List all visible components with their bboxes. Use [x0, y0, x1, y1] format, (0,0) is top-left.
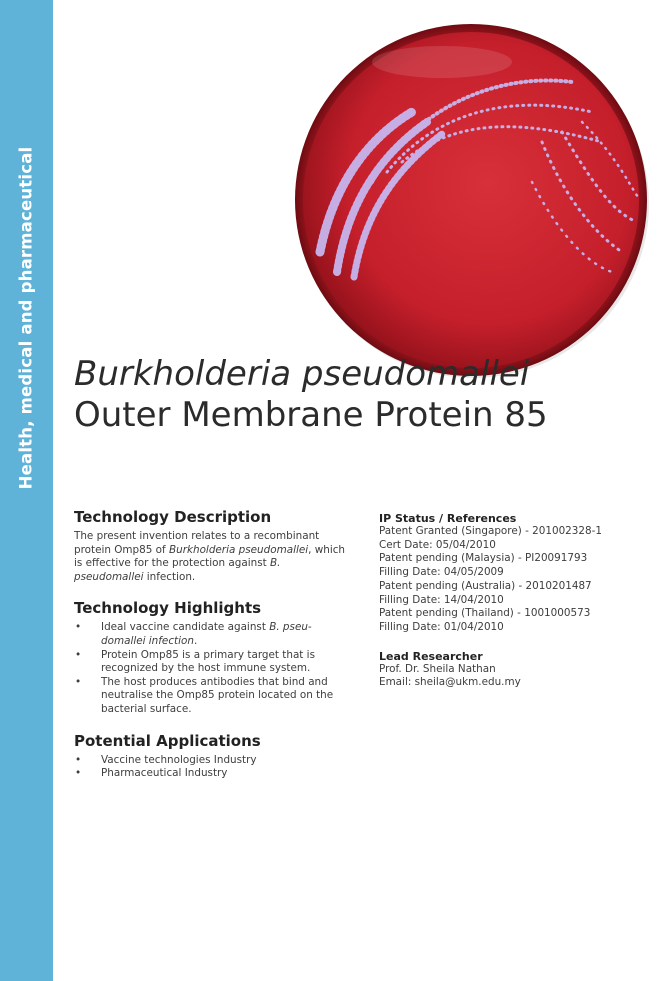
ip-status-lines [379, 525, 644, 635]
title-italic: Burkholderia pseudomallei [74, 354, 530, 394]
ip-line: Patent pending (Thailand) - 1001000573 [379, 607, 591, 620]
highlights-list [74, 621, 349, 716]
lead-researcher-section [379, 650, 644, 690]
category-label: Health, medical and pharmaceutical [16, 146, 36, 490]
technology-highlights-heading: Technology Highlights [74, 599, 262, 618]
lead-researcher-heading: Lead Researcher [379, 649, 483, 663]
ip-line: Patent pending (Malaysia) - PI20091793 [379, 552, 588, 565]
list-item [74, 649, 349, 676]
bullet-icon: • [75, 648, 82, 661]
technology-description-text [74, 530, 349, 584]
ip-line: Patent pending (Australia) - 2010201487 [379, 579, 592, 592]
ip-status-heading: IP Status / References [379, 512, 517, 525]
description-part: infection. [143, 570, 196, 583]
highlight-text: Protein Omp85 is a primary target that is recognized by the host immune system. [101, 648, 315, 675]
ip-line: Cert Date: 05/04/2010 [379, 538, 496, 551]
bullet-icon: • [75, 621, 82, 634]
bullet-icon: • [75, 753, 82, 766]
bullet-icon: • [75, 675, 82, 688]
list-item [74, 754, 349, 768]
ip-line: Filling Date: 04/05/2009 [379, 566, 504, 579]
left-column [74, 508, 349, 796]
ip-line: Filling Date: 01/04/2010 [379, 620, 504, 633]
application-text: Vaccine technologies Industry [101, 753, 257, 766]
category-sidebar [0, 0, 53, 981]
highlight-text: . [193, 634, 198, 647]
technology-description-section [74, 508, 349, 584]
technology-description-heading: Technology Description [74, 508, 272, 526]
list-item [74, 767, 349, 781]
petri-dish-image [292, 22, 650, 378]
description-part: The present invention relates to a recombinant protein Omp85 of [74, 530, 320, 556]
potential-applications-section [74, 732, 349, 781]
highlight-text: The host produces antibodies that bind and neutralise the Omp85 protein located on the bacterial surface. [101, 675, 334, 715]
researcher-name: Prof. Dr. Sheila Nathan [379, 662, 496, 675]
description-italic: B. pseudomallei [74, 557, 281, 583]
ip-line: Filling Date: 14/04/2010 [379, 593, 504, 606]
potential-applications-heading: Potential Applications [74, 731, 261, 750]
description-italic: Burkholderia pseudomallei [168, 543, 309, 556]
application-text: Pharmaceutical Industry [101, 767, 228, 780]
ip-status-section [379, 512, 644, 635]
highlight-text: Ideal vaccine candidate against [101, 621, 270, 634]
researcher-lines [379, 663, 644, 690]
applications-list [74, 754, 349, 781]
highlight-italic: B. pseu-domallei infection [101, 621, 312, 647]
list-item [74, 676, 349, 717]
researcher-email[interactable]: Email: sheila@ukm.edu.my [379, 676, 521, 689]
right-column [379, 512, 644, 705]
ip-line: Patent Granted (Singapore) - 201002328-1 [379, 525, 602, 537]
title-rest: Outer Membrane Protein 85 [74, 395, 548, 435]
technology-highlights-section [74, 599, 349, 716]
bullet-icon: • [75, 767, 82, 780]
list-item [74, 621, 349, 648]
description-part: , which is effective for the protection against [74, 543, 345, 570]
page-title [74, 354, 594, 436]
